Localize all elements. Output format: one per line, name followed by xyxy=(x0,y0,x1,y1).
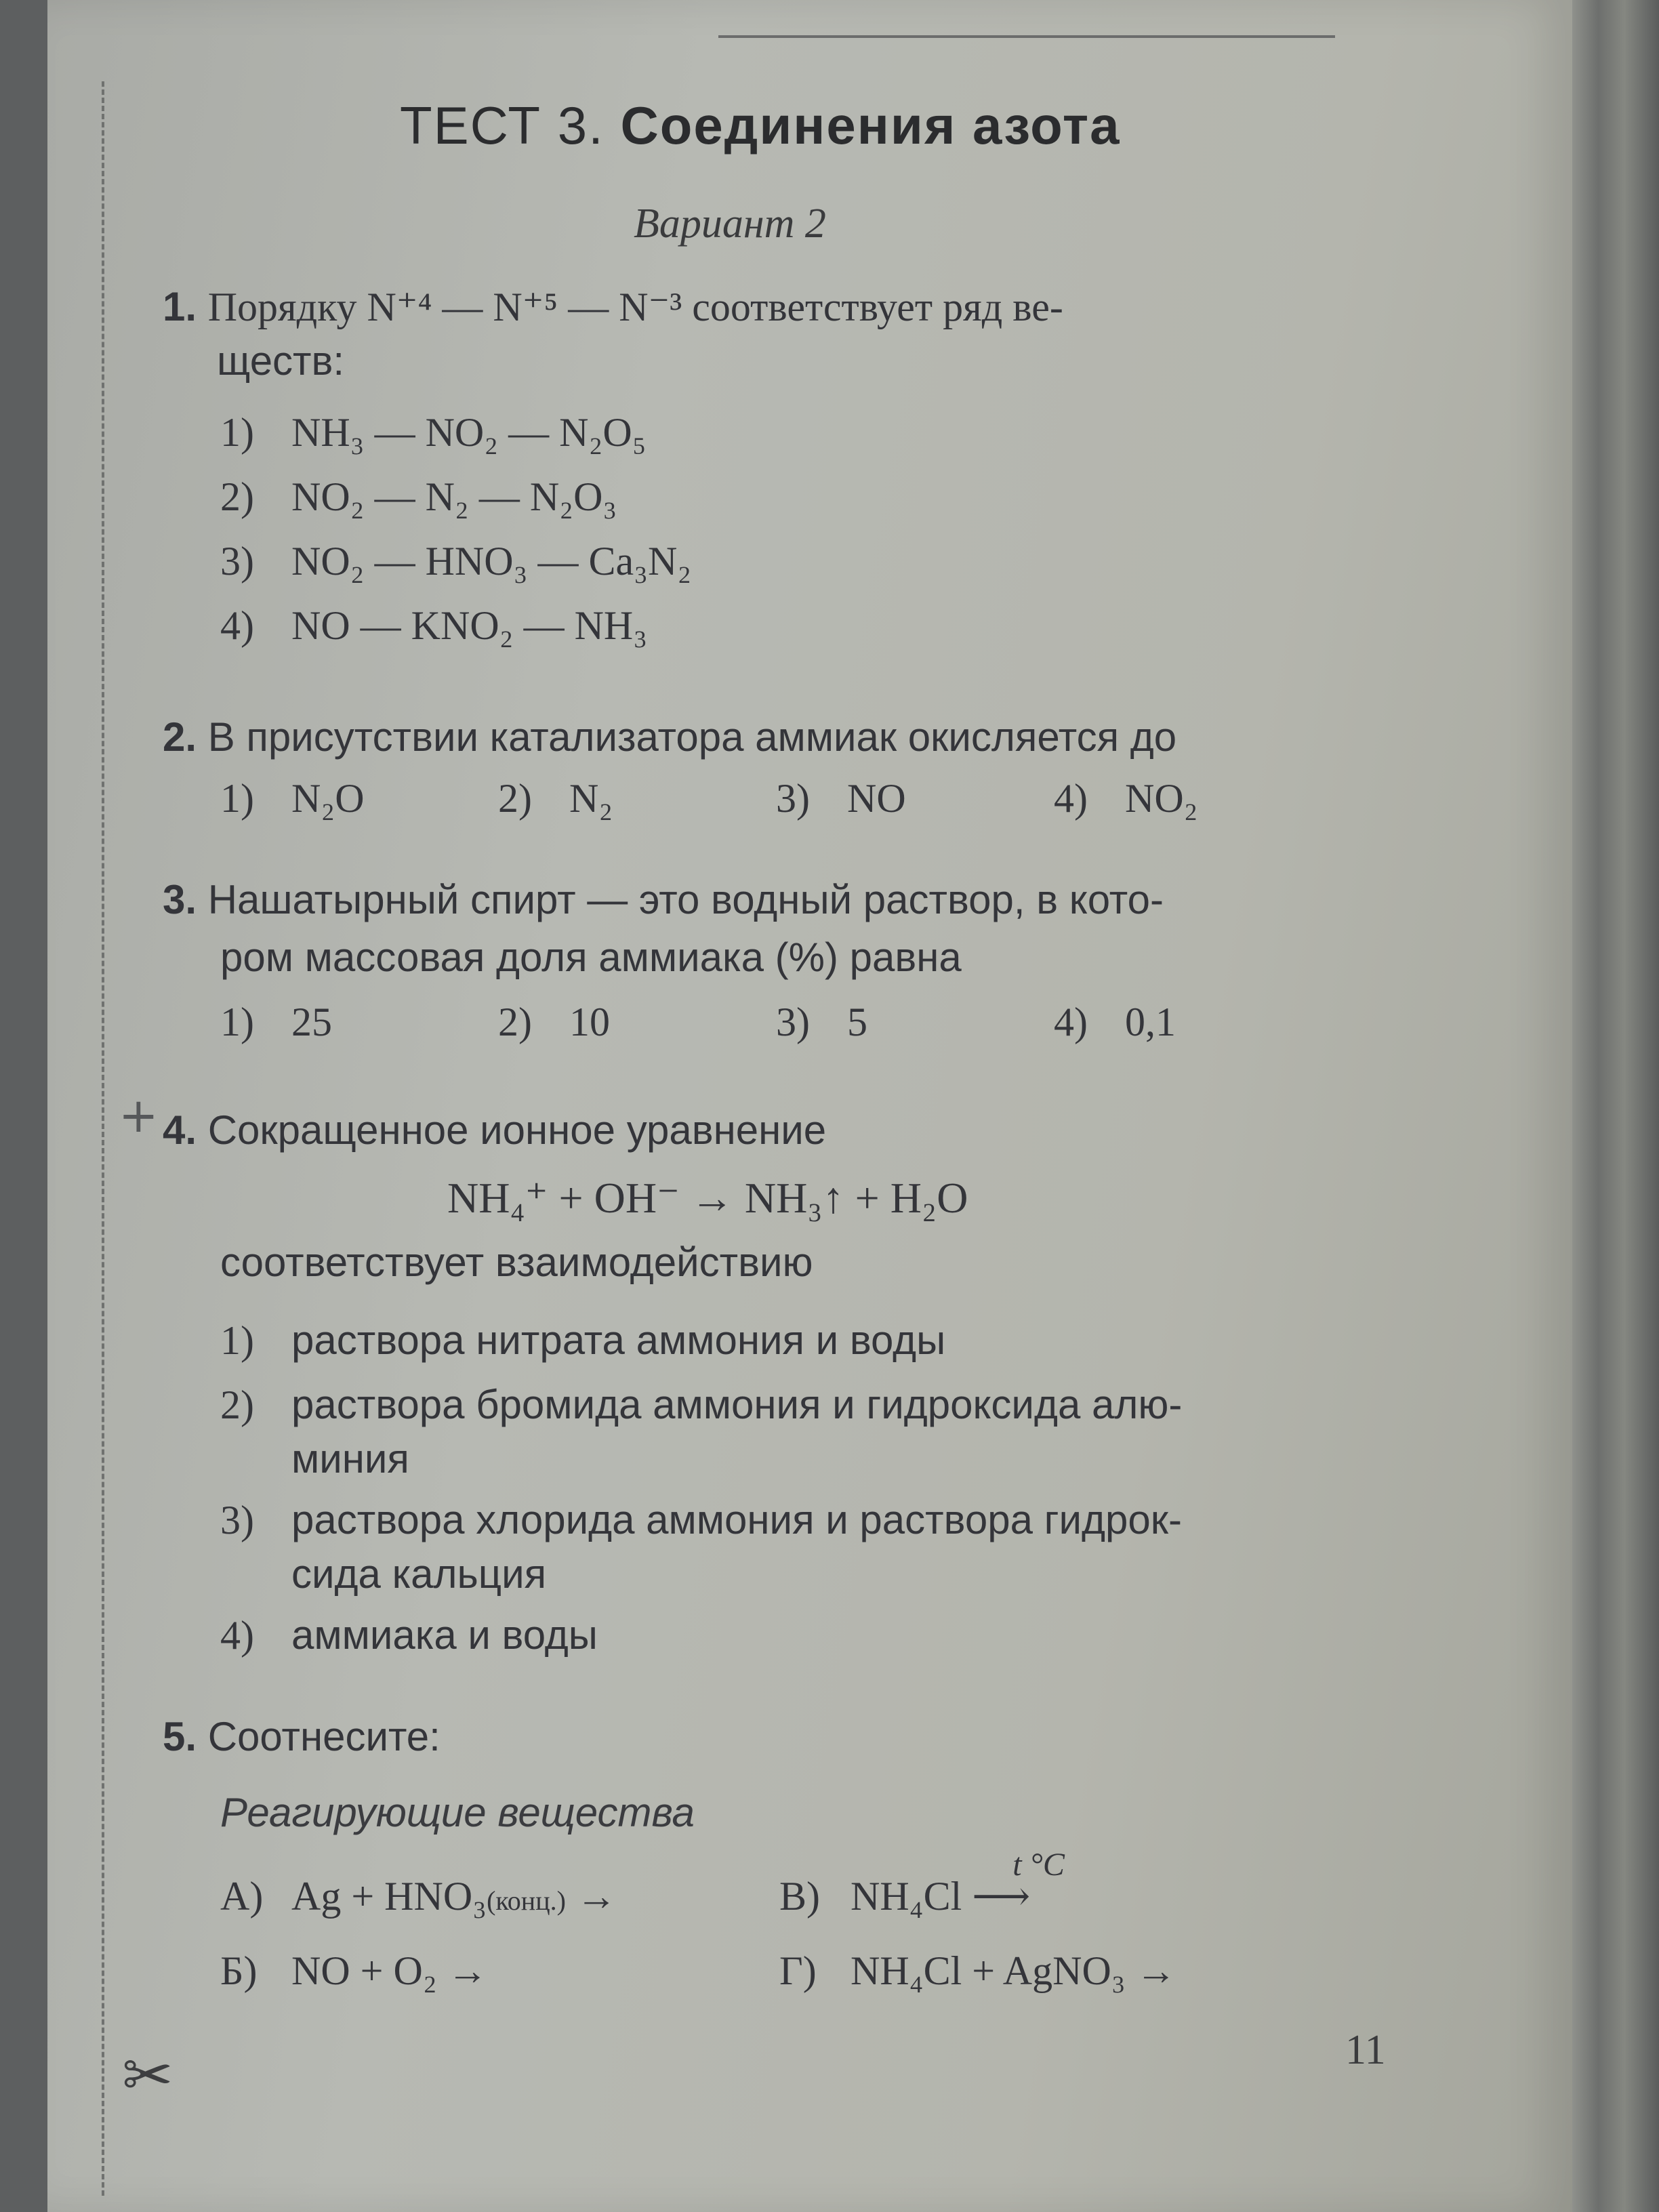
q4-option-3-cont: сида кальция xyxy=(291,1551,547,1597)
q1-option-3[interactable]: 3) NO₂ — HNO₃ — Ca₃N₂ xyxy=(220,539,692,583)
q4-option-4[interactable]: 4) аммиака и воды xyxy=(220,1612,598,1658)
question-3-line2: ром массовая доля аммиака (%) равна xyxy=(220,935,962,980)
question-1-line2: ществ: xyxy=(217,338,345,384)
question-4: 4. Сокращенное ионное уравнение xyxy=(163,1107,827,1153)
question-3: 3. Нашатырный спирт — это водный раствор, в кото- xyxy=(163,877,1164,922)
question-text: В присутствии катализатора аммиак окисляется до xyxy=(207,714,1177,760)
q5-item-g[interactable]: Г) NH₄Cl + AgNO₃ → xyxy=(779,1948,1176,1993)
question-1 xyxy=(163,278,1063,336)
question-2: 2. В присутствии катализатора аммиак окисляется до xyxy=(163,714,1177,760)
reactants-heading: Реагирующие вещества xyxy=(220,1790,695,1835)
q3-option-1[interactable]: 1) 25 xyxy=(220,1000,332,1044)
topic: Соединения азота xyxy=(620,96,1121,155)
q1-option-1[interactable]: 1) NH₃ — NO₂ — N₂O₅ xyxy=(220,410,647,455)
q5-item-b[interactable]: Б) NO + O₂ → xyxy=(220,1948,488,1993)
q2-option-1[interactable]: 1) N₂O xyxy=(220,776,365,821)
q2-option-2[interactable]: 2) N₂ xyxy=(498,776,613,821)
q4-option-1[interactable]: 1) раствора нитрата аммония и воды xyxy=(220,1317,946,1363)
question-5: 5. Соотнесите: xyxy=(163,1714,441,1759)
question-text: Порядку N⁺⁴ — N⁺⁵ — N⁻³ соответствует ряд ве- xyxy=(207,285,1063,329)
q3-option-4[interactable]: 4) 0,1 xyxy=(1054,1000,1176,1044)
page-stack-edge xyxy=(1572,0,1659,2212)
q4-option-2-cont: миния xyxy=(291,1436,409,1481)
arrow-icon: ⟶ xyxy=(972,1874,1031,1919)
page-title xyxy=(400,95,1120,157)
question-text: Соотнесите: xyxy=(207,1714,441,1759)
q1-option-4[interactable]: 4) NO — KNO₂ — NH₃ xyxy=(220,603,648,648)
test-number: ТЕСТ 3. xyxy=(400,96,605,155)
scissors-icon: ✂ xyxy=(122,2040,173,2111)
q5-item-a[interactable]: А) Ag + HNO₃(конц.) → xyxy=(220,1874,617,1919)
q4-option-2[interactable]: 2) раствора бромида аммония и гидроксида алю- xyxy=(220,1382,1183,1427)
ionic-equation: NH₄⁺ + OH⁻ → NH₃↑ + H₂O xyxy=(447,1174,968,1222)
q4-option-3[interactable]: 3) раствора хлорида аммония и раствора гидрок- xyxy=(220,1497,1182,1542)
q3-option-2[interactable]: 2) 10 xyxy=(498,1000,610,1044)
variant-label: Вариант 2 xyxy=(634,201,826,247)
pencil-plus-mark: + xyxy=(119,1088,159,1143)
question-4-line2: соответствует взаимодействию xyxy=(220,1240,813,1285)
q2-option-4[interactable]: 4) NO₂ xyxy=(1054,776,1198,821)
page-number: 11 xyxy=(1345,2027,1386,2073)
cut-line xyxy=(102,81,104,2196)
q1-option-2[interactable]: 2) NO₂ — N₂ — N₂O₃ xyxy=(220,474,617,519)
question-text: Нашатырный спирт — это водный раствор, в кото- xyxy=(207,877,1164,922)
q3-option-3[interactable]: 3) 5 xyxy=(776,1000,867,1044)
q2-option-3[interactable]: 3) NO xyxy=(776,776,906,821)
q5-item-v[interactable]: В) NH₄Cl t °C ⟶ xyxy=(779,1867,1030,1925)
question-text: Сокращенное ионное уравнение xyxy=(207,1107,827,1153)
temperature-label: t °C xyxy=(1012,1847,1065,1883)
question-number: 1. xyxy=(163,284,197,329)
top-rule xyxy=(718,35,1335,38)
